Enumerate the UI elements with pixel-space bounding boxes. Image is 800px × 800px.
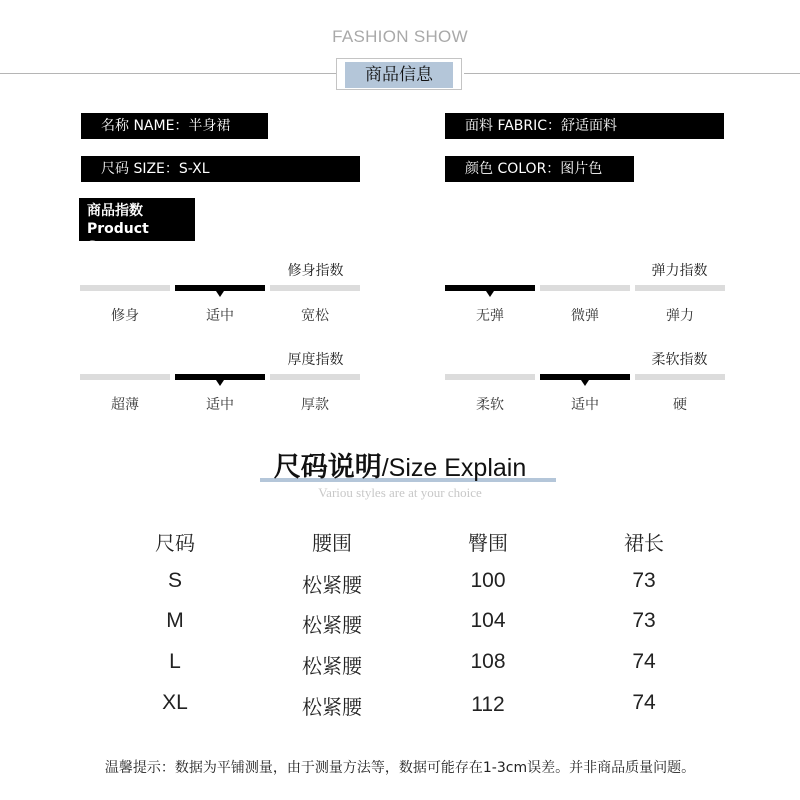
header-divider-right — [464, 73, 800, 74]
size-explain-title-cn: 尺码说明 — [273, 452, 382, 483]
specs-title-cn: 商品指数 — [87, 203, 143, 219]
header-divider-left — [0, 73, 336, 74]
size-table-header: 尺码 — [155, 531, 195, 555]
product-name-bar: 名称 NAME：半身裙 — [81, 113, 268, 139]
scale-option-label: 超薄 — [111, 397, 139, 413]
size-table-header: 裙长 — [624, 531, 664, 555]
scale-segment — [540, 285, 630, 291]
table-cell-length: 73 — [632, 609, 656, 632]
scale-option-label: 适中 — [571, 397, 599, 413]
table-cell-size: XL — [162, 691, 188, 714]
table-cell-length: 74 — [632, 650, 656, 673]
table-cell-size: S — [167, 569, 182, 592]
color-bar: 颜色 COLOR：图片色 — [445, 156, 634, 182]
table-cell-hip: 112 — [471, 693, 505, 716]
table-cell-length: 74 — [632, 691, 656, 714]
scale-segment — [80, 285, 170, 291]
size-table-header: 臀围 — [468, 531, 508, 555]
scale-option-label: 厚款 — [301, 397, 329, 413]
scale-marker-icon — [581, 380, 589, 386]
scale-segment — [445, 374, 535, 380]
scale-option-label: 微弹 — [571, 308, 599, 324]
table-cell-waist: 松紧腰 — [302, 613, 362, 637]
scale-title: 修身指数 — [287, 263, 344, 279]
table-cell-size: M — [166, 609, 184, 632]
scale-option-label: 适中 — [206, 397, 234, 413]
table-cell-length: 73 — [632, 569, 656, 592]
table-cell-size: L — [169, 650, 181, 673]
scale-title: 柔软指数 — [651, 352, 708, 368]
scale-marker-icon — [216, 291, 224, 297]
scale-option-label: 弹力 — [666, 308, 694, 324]
scale-option-label: 无弹 — [476, 308, 504, 324]
scale-segment — [635, 285, 725, 291]
scale-segment — [270, 285, 360, 291]
scale-segment — [80, 374, 170, 380]
measurement-footnote: 温馨提示：数据为平铺测量，由于测量方法等，数据可能存在1-3cm误差。并非商品质量问题。 — [104, 760, 696, 776]
scale-option-label: 修身 — [111, 308, 139, 324]
scale-segment — [270, 374, 360, 380]
table-cell-hip: 100 — [470, 569, 506, 592]
scale-option-label: 宽松 — [301, 308, 329, 324]
table-cell-waist: 松紧腰 — [302, 654, 362, 678]
table-cell-hip: 104 — [470, 609, 506, 632]
table-cell-hip: 108 — [470, 650, 506, 673]
table-cell-waist: 松紧腰 — [302, 573, 362, 597]
scale-option-label: 硬 — [673, 397, 687, 413]
scale-marker-icon — [216, 380, 224, 386]
fashion-show-label: FASHION SHOW — [332, 27, 468, 46]
scale-title: 弹力指数 — [651, 263, 708, 279]
scale-title: 厚度指数 — [287, 352, 344, 368]
size-explain-heading — [0, 445, 800, 484]
scale-option-label: 柔软 — [476, 397, 504, 413]
size-table-header: 腰围 — [312, 531, 352, 555]
size-bar: 尺码 SIZE：S-XL — [81, 156, 360, 182]
scale-option-label: 适中 — [206, 308, 234, 324]
size-explain-title-en: /Size Explain — [381, 454, 527, 482]
specs-title-en: Product Specs — [87, 221, 149, 255]
product-specs-title — [79, 198, 195, 255]
section-title: 商品信息 — [345, 62, 453, 88]
table-cell-waist: 松紧腰 — [302, 695, 362, 719]
scale-segment — [635, 374, 725, 380]
scale-marker-icon — [486, 291, 494, 297]
fabric-bar: 面料 FABRIC：舒适面料 — [445, 113, 724, 139]
size-explain-subtitle: Variou styles are at your choice — [318, 485, 482, 500]
